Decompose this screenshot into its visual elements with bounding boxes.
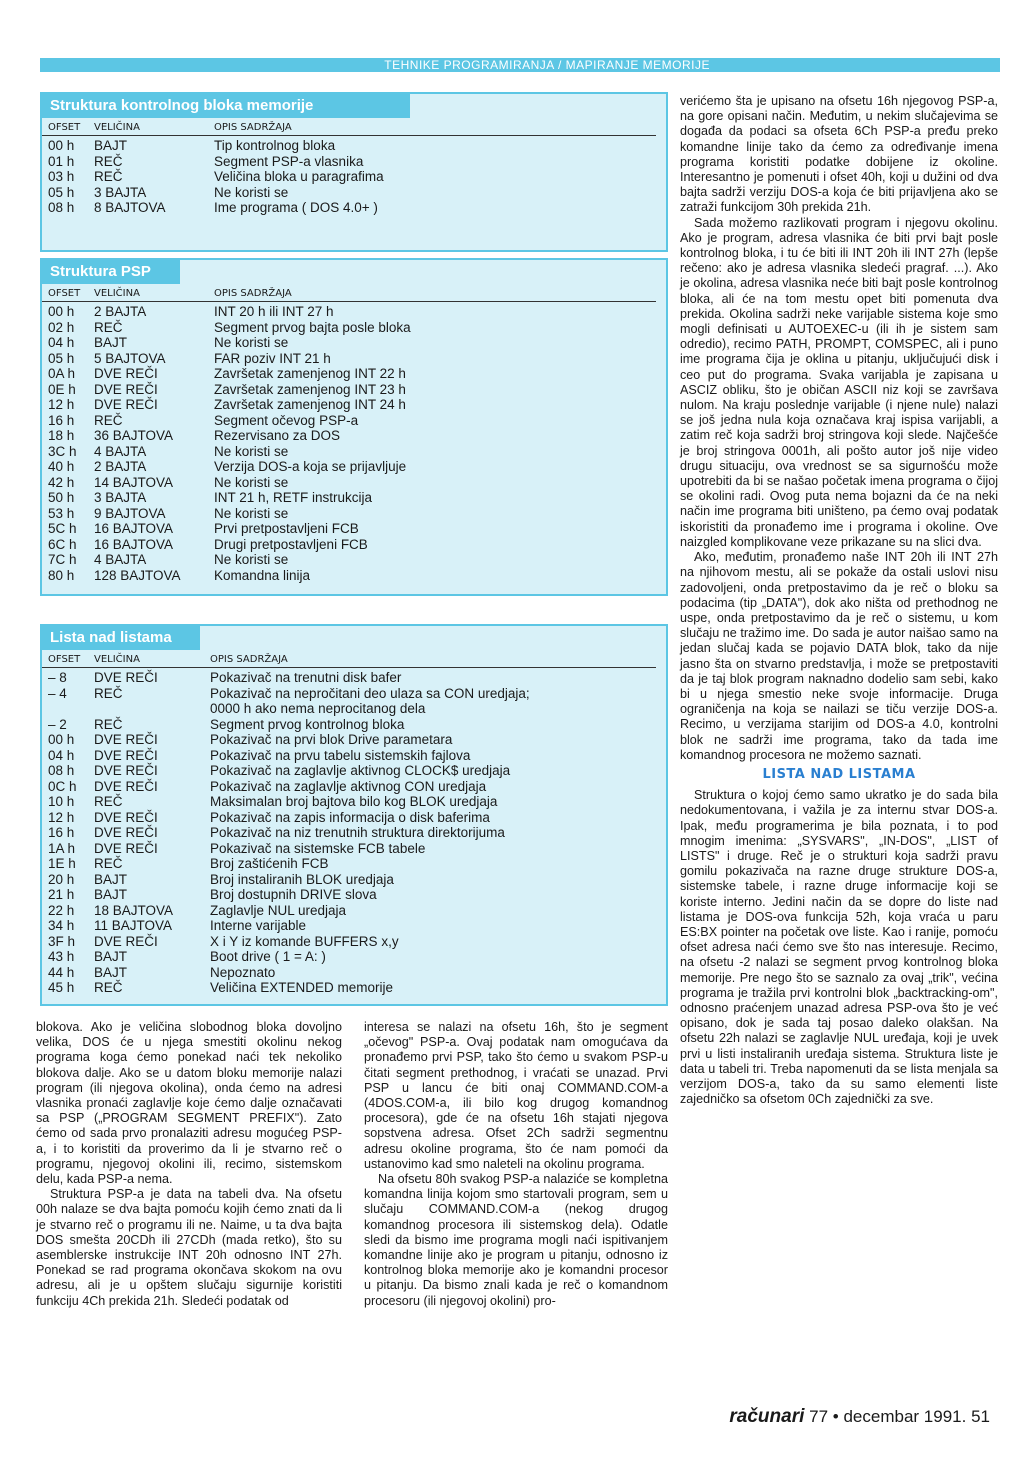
cell-offset: 05 h <box>48 350 75 366</box>
right-text-column <box>680 94 998 1107</box>
cell-description: Pokazivač na nepročitani deo ulaza sa CON uredjaja; <box>210 685 530 701</box>
cell-description: Ne koristi se <box>214 474 289 490</box>
cell-offset: – 2 <box>48 716 67 732</box>
cell-description: Pokazivač na prvi blok Drive parametara <box>210 732 453 747</box>
cell-size: DVE REČI <box>94 809 158 825</box>
cell-offset: – 4 <box>48 685 67 701</box>
cell-offset: 6C h <box>48 536 77 552</box>
cell-size: 4 BAJTA <box>94 443 147 459</box>
psp-structure-table <box>40 258 668 596</box>
cell-offset: – 8 <box>48 670 67 685</box>
cell-offset: 02 h <box>48 319 75 335</box>
paragraph: Na ofsetu 80h svakog PSP-a nalaziće se kompletna komandna linija kojom smo startovali program, sem u slučaju COMMAND.COM-a (nekog drugog komandnog procesora ili sistemskog dela). Odatle sledi da bismo ime programa mogli naći ispitivanjem komandne linije ako je program u pitanju, odnosno iz kontrolnog bloka memorije ako je komandni procesor u pitanju. Da bismo znali kada je reč o komandnom procesoru (ili njegovoj okolini) pro- <box>364 1172 668 1308</box>
cell-description: Ne koristi se <box>214 184 289 200</box>
cell-description: Pokazivač na zaglavlje aktivnog CON uredjaja <box>210 778 487 794</box>
cell-offset: 3C h <box>48 443 77 459</box>
cell-description: Komandna linija <box>214 567 311 583</box>
cell-offset: 04 h <box>48 747 75 763</box>
cell-size: BAJT <box>94 335 128 350</box>
table-row <box>48 949 660 965</box>
cell-size: 3 BAJTA <box>94 184 147 200</box>
cell-size: 2 BAJTA <box>94 304 147 319</box>
cell-description: Veličina bloka u paragrafima <box>214 169 384 184</box>
table-row <box>48 825 660 841</box>
cell-description: Segment prvog kontrolnog bloka <box>210 716 405 732</box>
cell-size: DVE REČI <box>94 825 158 840</box>
cell-size: 36 BAJTOVA <box>94 428 174 443</box>
table-row <box>48 521 660 537</box>
table-title: Lista nad listama <box>42 626 200 650</box>
cell-description: Završetak zamenjenog INT 22 h <box>214 366 406 381</box>
cell-size: DVE REČI <box>94 670 158 685</box>
header-offset: OFSET <box>48 288 81 299</box>
cell-description: Broj instaliranih BLOK uredjaja <box>210 871 394 887</box>
table-row <box>48 413 660 429</box>
cell-description: Ne koristi se <box>214 443 289 459</box>
cell-description: Segment PSP-a vlasnika <box>214 153 364 169</box>
cell-offset: 34 h <box>48 918 75 933</box>
cell-size: REČ <box>94 716 123 732</box>
cell-offset: 01 h <box>48 153 75 169</box>
table-body <box>42 136 666 220</box>
cell-size: REČ <box>94 169 123 184</box>
cell-offset: 10 h <box>48 794 75 809</box>
cell-size: 16 BAJTOVA <box>94 521 174 536</box>
table-header <box>42 650 656 668</box>
cell-description: Rezervisano za DOS <box>214 428 341 443</box>
cell-offset: 12 h <box>48 809 75 825</box>
cell-size: REČ <box>94 319 123 335</box>
cell-size: 128 BAJTOVA <box>94 567 181 583</box>
cell-size: DVE REČI <box>94 763 158 778</box>
bullet-separator: • <box>832 1407 839 1426</box>
header-offset: OFSET <box>48 122 81 133</box>
cell-size: 4 BAJTA <box>94 552 147 567</box>
table-row <box>48 428 660 444</box>
cell-description: Pokazivač na zaglavlje aktivnog CLOCK$ uredjaja <box>210 763 511 778</box>
cell-offset: 16 h <box>48 825 75 840</box>
table-row <box>48 320 660 336</box>
table-body <box>42 302 666 587</box>
cell-size: REČ <box>94 980 123 995</box>
paragraph: verićemo šta je upisano na ofsetu 16h njegovog PSP-a, na gore opisani način. Međutim, u nekim slučajevima se događa da podaci sa ofseta 6Ch PSP-a pređu preko komandne linije tako da ćemo za određivanje imena programa koristiti podatke dobijene iz okoline. Interesantno je pomenuti i ofset 40h, koji u dužini od dva bajta sadrži verziju DOS-a koja će biti prijavljena ako se zatraži funkcijom 30h prekida 21h. <box>680 94 998 215</box>
cell-offset: 43 h <box>48 949 75 964</box>
table-title: Struktura PSP <box>42 260 180 284</box>
cell-size: REČ <box>94 153 123 169</box>
cell-description: Završetak zamenjenog INT 24 h <box>214 397 406 412</box>
cell-offset: 20 h <box>48 871 75 887</box>
cell-size: REČ <box>94 856 123 871</box>
table-row <box>48 918 660 934</box>
table-row <box>48 382 660 398</box>
table-row <box>48 185 660 201</box>
cell-offset: 42 h <box>48 474 75 490</box>
cell-size: 2 BAJTA <box>94 459 147 474</box>
cell-offset: 0E h <box>48 381 76 397</box>
cell-offset: 44 h <box>48 964 75 980</box>
cell-offset: 50 h <box>48 490 75 505</box>
page-footer <box>729 1406 990 1428</box>
table-row <box>48 490 660 506</box>
paragraph: Struktura PSP-a je data na tabeli dva. Na ofsetu 00h nalaze se dva bajta pomoću kojih ćemo znati da li je stvarno reč o programu ili ne. Naime, u ta dva bajta DOS smešta 20CDh ili 27CDh (mada retko), što su asemblerske instrukcije INT 20h odnosno INT 27h. Ponekad se rad programa okončava skokom na ovu adresu, ali je u opštem slučaju sigurnije koristiti funkciju 4Ch prekida 21h. Sledeći podatak od <box>36 1187 342 1308</box>
cell-offset: 03 h <box>48 169 75 184</box>
cell-offset: 5C h <box>48 521 77 536</box>
header-size: VELIČINA <box>94 654 140 665</box>
cell-description: INT 20 h ili INT 27 h <box>214 304 334 319</box>
cell-size: 11 BAJTOVA <box>94 918 173 933</box>
cell-description: Pokazivač na trenutni disk bafer <box>210 670 402 685</box>
table-row <box>48 779 660 795</box>
section-header-band <box>40 58 1000 72</box>
cell-size: DVE REČI <box>94 366 158 381</box>
cell-size: BAJT <box>94 949 128 964</box>
bottom-left-text-column <box>36 1020 342 1309</box>
paragraph: blokova. Ako je veličina slobodnog bloka dovoljno velika, DOS će u njega smestiti okolinu nekog programa koga ćemo ponekad naći tek nekoliko blokova dalje. Ako se u datom bloku memorije nalazi program (ili njegova okolina), onda ćemo na adresi vlasnika pronaći zaglavlje koje ćemo dalje označavati sa PSP („PROGRAM SEGMENT PREFIX"). Zato ćemo od sada prvo pronalaziti adresu mogućeg PSP-a, i to koristiti da proverimo da li je stvarno reč o programu, njegovoj okolini ili, recimo, sistemskom delu, kada PSP-a nema. <box>36 1020 342 1187</box>
table-title: Struktura kontrolnog bloka memorije <box>42 94 410 118</box>
cell-description: Tip kontrolnog bloka <box>214 138 336 153</box>
page-number: 51 <box>971 1407 990 1426</box>
cell-size: BAJT <box>94 964 128 980</box>
cell-offset: 18 h <box>48 428 75 443</box>
table-row <box>48 748 660 764</box>
cell-offset: 0C h <box>48 778 77 794</box>
table-row <box>48 537 660 553</box>
memory-control-block-table <box>40 92 668 252</box>
cell-offset: 04 h <box>48 335 75 350</box>
cell-description: Boot drive ( 1 = A: ) <box>210 949 326 964</box>
magazine-brand: računari <box>729 1406 805 1427</box>
issue-number: 77 <box>809 1407 829 1426</box>
table-row <box>48 686 660 702</box>
cell-size: DVE REČI <box>94 778 158 794</box>
cell-description: Broj dostupnih DRIVE slova <box>210 887 377 902</box>
cell-description: Nepoznato <box>210 964 276 980</box>
cell-description: Maksimalan broj bajtova bilo kog BLOK uredjaja <box>210 794 498 809</box>
cell-description: FAR poziv INT 21 h <box>214 350 331 366</box>
paragraph: interesa se nalazi na ofsetu 16h, što je segment „očevog" PSP-a. Ovaj podatak nam omogućava da pronađemo prvi PSP, tako što ćemo u svakom PSP-u čitati segment prethodnog, i vraćati se unazad. Prvi PSP u lancu će biti onaj COMMAND.COM-a (4DOS.COM-a, ili bilo kog drugog komandnog procesora), gde će na ofsetu 16h stajati njegova sopstvena adresa. Ofset 2Ch sadrži segmentnu adresu okoline programa, što će nam pomoći da ustanovimo kad smo naleteli na okolinu programa. <box>364 1020 668 1171</box>
cell-size: DVE REČI <box>94 381 158 397</box>
cell-description: Prvi pretpostavljeni FCB <box>214 521 359 536</box>
table-row <box>48 366 660 382</box>
table-row <box>48 763 660 779</box>
section-header-title: TEHNIKE PROGRAMIRANJA / MAPIRANJE MEMORIJE <box>384 58 710 72</box>
cell-offset <box>48 701 94 717</box>
cell-description: Pokazivač na prvu tabelu sistemskih fajlova <box>210 747 471 763</box>
paragraph: Sada možemo razlikovati program i njegovu okolinu. Ako je program, adresa vlasnika će biti prvi bajt posle kontrolnog bloka, i tu će biti ili INT 20h ili INT 27h (lepše rečeno: ako je adresa vlasnika sledeći pragraf. ...). Ako je okolina, adresa vlasnika neće biti bajt posle kontrolnog bloka, ali će na tom mestu opet biti pomenuta dva prekida. Okolina sadrži neke varijable sistema koje smo mogli definisati u AUTOEXEC-u (ili ih je sistem sam odredio), recimo PATH, PROMPT, COMSPEC, ali i puno ime programa čija je oklina u pitanju, uključujući disk i ceo put do programa. Svaka varijabla je zapisana u ASCIZ obliku, što je običan ASCII niz koji se završava nulom. Na kraju poslednje varijable (i njene nule) nalazi se još jedna nula koja označava kraj ispisa varijabli, a zatim reč koja sadrži broj stringova koji slede. Najčešće je broj stringova 0001h, ali pošto autor još nije video drugu situaciju, ova vrednost se sa sigurnošću može upotrebiti da bi se našao početak imena programa o čijoj se okolini radi. Ovog puta nema bojazni da će na neki način ime programa biti uništeno, pa ćemo ovaj podatak iskoristiti da pronađemo ime i programa i okoline. Ove naizgled komplikovane veze prikazane su na slici dva. <box>680 215 998 549</box>
cell-description: Drugi pretpostavljeni FCB <box>214 536 368 552</box>
cell-offset: 80 h <box>48 567 75 583</box>
table-row <box>48 506 660 522</box>
table-row <box>48 568 660 584</box>
paragraph: Ako, međutim, pronađemo naše INT 20h ili INT 27h na njihovom mestu, ali se pokaže da ostali uslovi nisu zadovoljeni, onda pretpostavimo da je reč o bloku sa podacima (tip „DATA"), dok ako ništa od prethodnog ne uspe, onda pretpostavimo da je reč o sistemu, u kom slučaju ne tražimo ime. Do sada je autor naišao samo na jedan slučaj kada se pojavio DATA blok, tako da nije jasno šta on stvarno predstavlja, i može se pretpostaviti da je taj blok program naknadno dodelio sam sebi, kako bi u njega smestio neke svoje informacije. Druga ograničenja na koja se nailazi se tiču verzije DOS-a. Recimo, u verzijama starijim od DOS-a 4.0, kontrolni blok ne sadrži ime programa, tako da tada ime komandnog procesora ne možemo saznati. <box>680 550 998 762</box>
cell-offset: 22 h <box>48 902 75 918</box>
cell-size: 16 BAJTOVA <box>94 536 174 552</box>
table-row <box>48 154 660 170</box>
table-header <box>42 284 656 302</box>
table-row <box>48 841 660 857</box>
cell-size: 3 BAJTA <box>94 490 147 505</box>
cell-description: Ime programa ( DOS 4.0+ ) <box>214 200 378 215</box>
cell-size: DVE REČI <box>94 747 158 763</box>
table-row <box>48 670 660 686</box>
cell-offset: 00 h <box>48 304 75 319</box>
cell-description: 0000 h ako nema neprocitanog dela <box>210 701 426 716</box>
table-row <box>48 980 660 996</box>
cell-description: Segment prvog bajta posle bloka <box>214 319 411 335</box>
cell-size: REČ <box>94 685 123 701</box>
table-body <box>42 668 666 1000</box>
table-row <box>48 304 660 320</box>
cell-description: Završetak zamenjenog INT 23 h <box>214 381 406 397</box>
header-offset: OFSET <box>48 654 81 665</box>
cell-offset: 3F h <box>48 933 76 949</box>
table-row <box>48 552 660 568</box>
cell-description: Interne varijable <box>210 918 307 933</box>
table-header <box>42 118 656 136</box>
table-row <box>48 903 660 919</box>
table-row <box>48 701 660 717</box>
cell-size: 14 BAJTOVA <box>94 474 174 490</box>
cell-size: REČ <box>94 794 123 809</box>
cell-description: Pokazivač na zapis informacija o disk baferima <box>210 809 490 825</box>
cell-offset: 0A h <box>48 366 76 381</box>
table-row <box>48 810 660 826</box>
table-row <box>48 351 660 367</box>
paragraph: Struktura o kojoj ćemo samo ukratko je do sada bila nedokumentovana, i važila je za internu stvar DOS-a. Ipak, među programerima je bila poznata, i to pod mnogim imenima: „SYSVARS", „IN-DOS", „LIST of LISTS" i druge. Reč je o strukturi koja sadrži pravu gomilu pokazivača na razne druge strukture DOS-a, sistemske tabele, i razne druge informacije koji se koriste interno. Jedini način da se dopre do liste nad listama je DOS-ova funkcija 52h, koja vraća u paru ES:BX pointer na početak ove liste. Kao i ranije, pomoću ofset adresa naći ćemo sve što nas interesuje. Recimo, na ofsetu -2 nalazi se segment prvog kontrolnog bloka memorije. Pre nego što se saznalo za ovaj „trik", većina programa je tražila prvi kontrolni blok „backtracking-om", odnosno praćenjem unazad adresa PSP-ova što je već opisano, dok je sada taj posao daleko olakšan. Na ofsetu 22h nalazi se zaglavlje NUL uređaja, koji je uvek prvi u listi instaliranih uređaja sistema. Struktura liste je data u tabeli tri. Treba napomenuti da se lista menjala sa verzijom DOS-a, tako da su samo elementi liste zajedničko sa ofsetom 0Ch zajednički za sve. <box>680 788 998 1107</box>
table-row <box>48 732 660 748</box>
cell-size: 9 BAJTOVA <box>94 505 166 521</box>
table-row <box>48 335 660 351</box>
bottom-middle-text-column <box>364 1020 668 1309</box>
table-row <box>48 717 660 733</box>
cell-offset: 12 h <box>48 397 75 412</box>
cell-description: Veličina EXTENDED memorije <box>210 980 394 995</box>
cell-size: BAJT <box>94 871 128 887</box>
cell-size: DVE REČI <box>94 933 158 949</box>
table-row <box>48 965 660 981</box>
table-row <box>48 200 660 216</box>
cell-description: Pokazivač na niz trenutnih struktura direktorijuma <box>210 825 505 840</box>
cell-description: X i Y iz komande BUFFERS x,y <box>210 933 399 949</box>
cell-description: Zaglavlje NUL uredjaja <box>210 902 347 918</box>
cell-description: Pokazivač na sistemske FCB tabele <box>210 840 426 856</box>
table-row <box>48 475 660 491</box>
cell-offset: 45 h <box>48 980 75 995</box>
cell-offset: 05 h <box>48 184 75 200</box>
cell-size: DVE REČI <box>94 397 158 412</box>
cell-offset: 16 h <box>48 412 75 428</box>
cell-size: 18 BAJTOVA <box>94 902 174 918</box>
cell-size: BAJT <box>94 887 128 902</box>
table-row <box>48 872 660 888</box>
table-row <box>48 794 660 810</box>
table-row <box>48 887 660 903</box>
cell-offset: 1A h <box>48 840 76 856</box>
cell-offset: 7C h <box>48 552 77 567</box>
list-of-lists-table <box>40 624 668 1006</box>
cell-size: 5 BAJTOVA <box>94 350 166 366</box>
table-row <box>48 138 660 154</box>
cell-offset: 08 h <box>48 763 75 778</box>
cell-description: Segment očevog PSP-a <box>214 412 359 428</box>
cell-size: DVE REČI <box>94 840 158 856</box>
header-description: OPIS SADRŽAJA <box>214 122 292 133</box>
cell-size <box>94 701 210 717</box>
header-description: OPIS SADRŽAJA <box>214 288 292 299</box>
cell-offset: 40 h <box>48 459 75 474</box>
cell-description: Verzija DOS-a koja se prijavljuje <box>214 459 407 474</box>
cell-offset: 1E h <box>48 856 76 871</box>
header-size: VELIČINA <box>94 122 140 133</box>
cell-description: INT 21 h, RETF instrukcija <box>214 490 373 505</box>
cell-size: DVE REČI <box>94 732 158 747</box>
cell-offset: 21 h <box>48 887 75 902</box>
table-row <box>48 934 660 950</box>
cell-size: REČ <box>94 412 123 428</box>
table-row <box>48 397 660 413</box>
table-row <box>48 169 660 185</box>
table-row <box>48 459 660 475</box>
cell-size: 8 BAJTOVA <box>94 200 166 215</box>
header-size: VELIČINA <box>94 288 140 299</box>
cell-description: Broj zaštićenih FCB <box>210 856 329 871</box>
cell-offset: 08 h <box>48 200 75 215</box>
cell-offset: 00 h <box>48 138 75 153</box>
cell-description: Ne koristi se <box>214 335 289 350</box>
cell-size: BAJT <box>94 138 128 153</box>
table-row <box>48 444 660 460</box>
table-row <box>48 856 660 872</box>
section-heading: LISTA NAD LISTAMA <box>762 766 916 782</box>
cell-description: Ne koristi se <box>214 505 289 521</box>
cell-offset: 53 h <box>48 505 75 521</box>
cell-description: Ne koristi se <box>214 552 289 567</box>
cell-offset: 00 h <box>48 732 75 747</box>
header-description: OPIS SADRŽAJA <box>210 654 288 665</box>
issue-date: decembar 1991. <box>843 1407 967 1426</box>
